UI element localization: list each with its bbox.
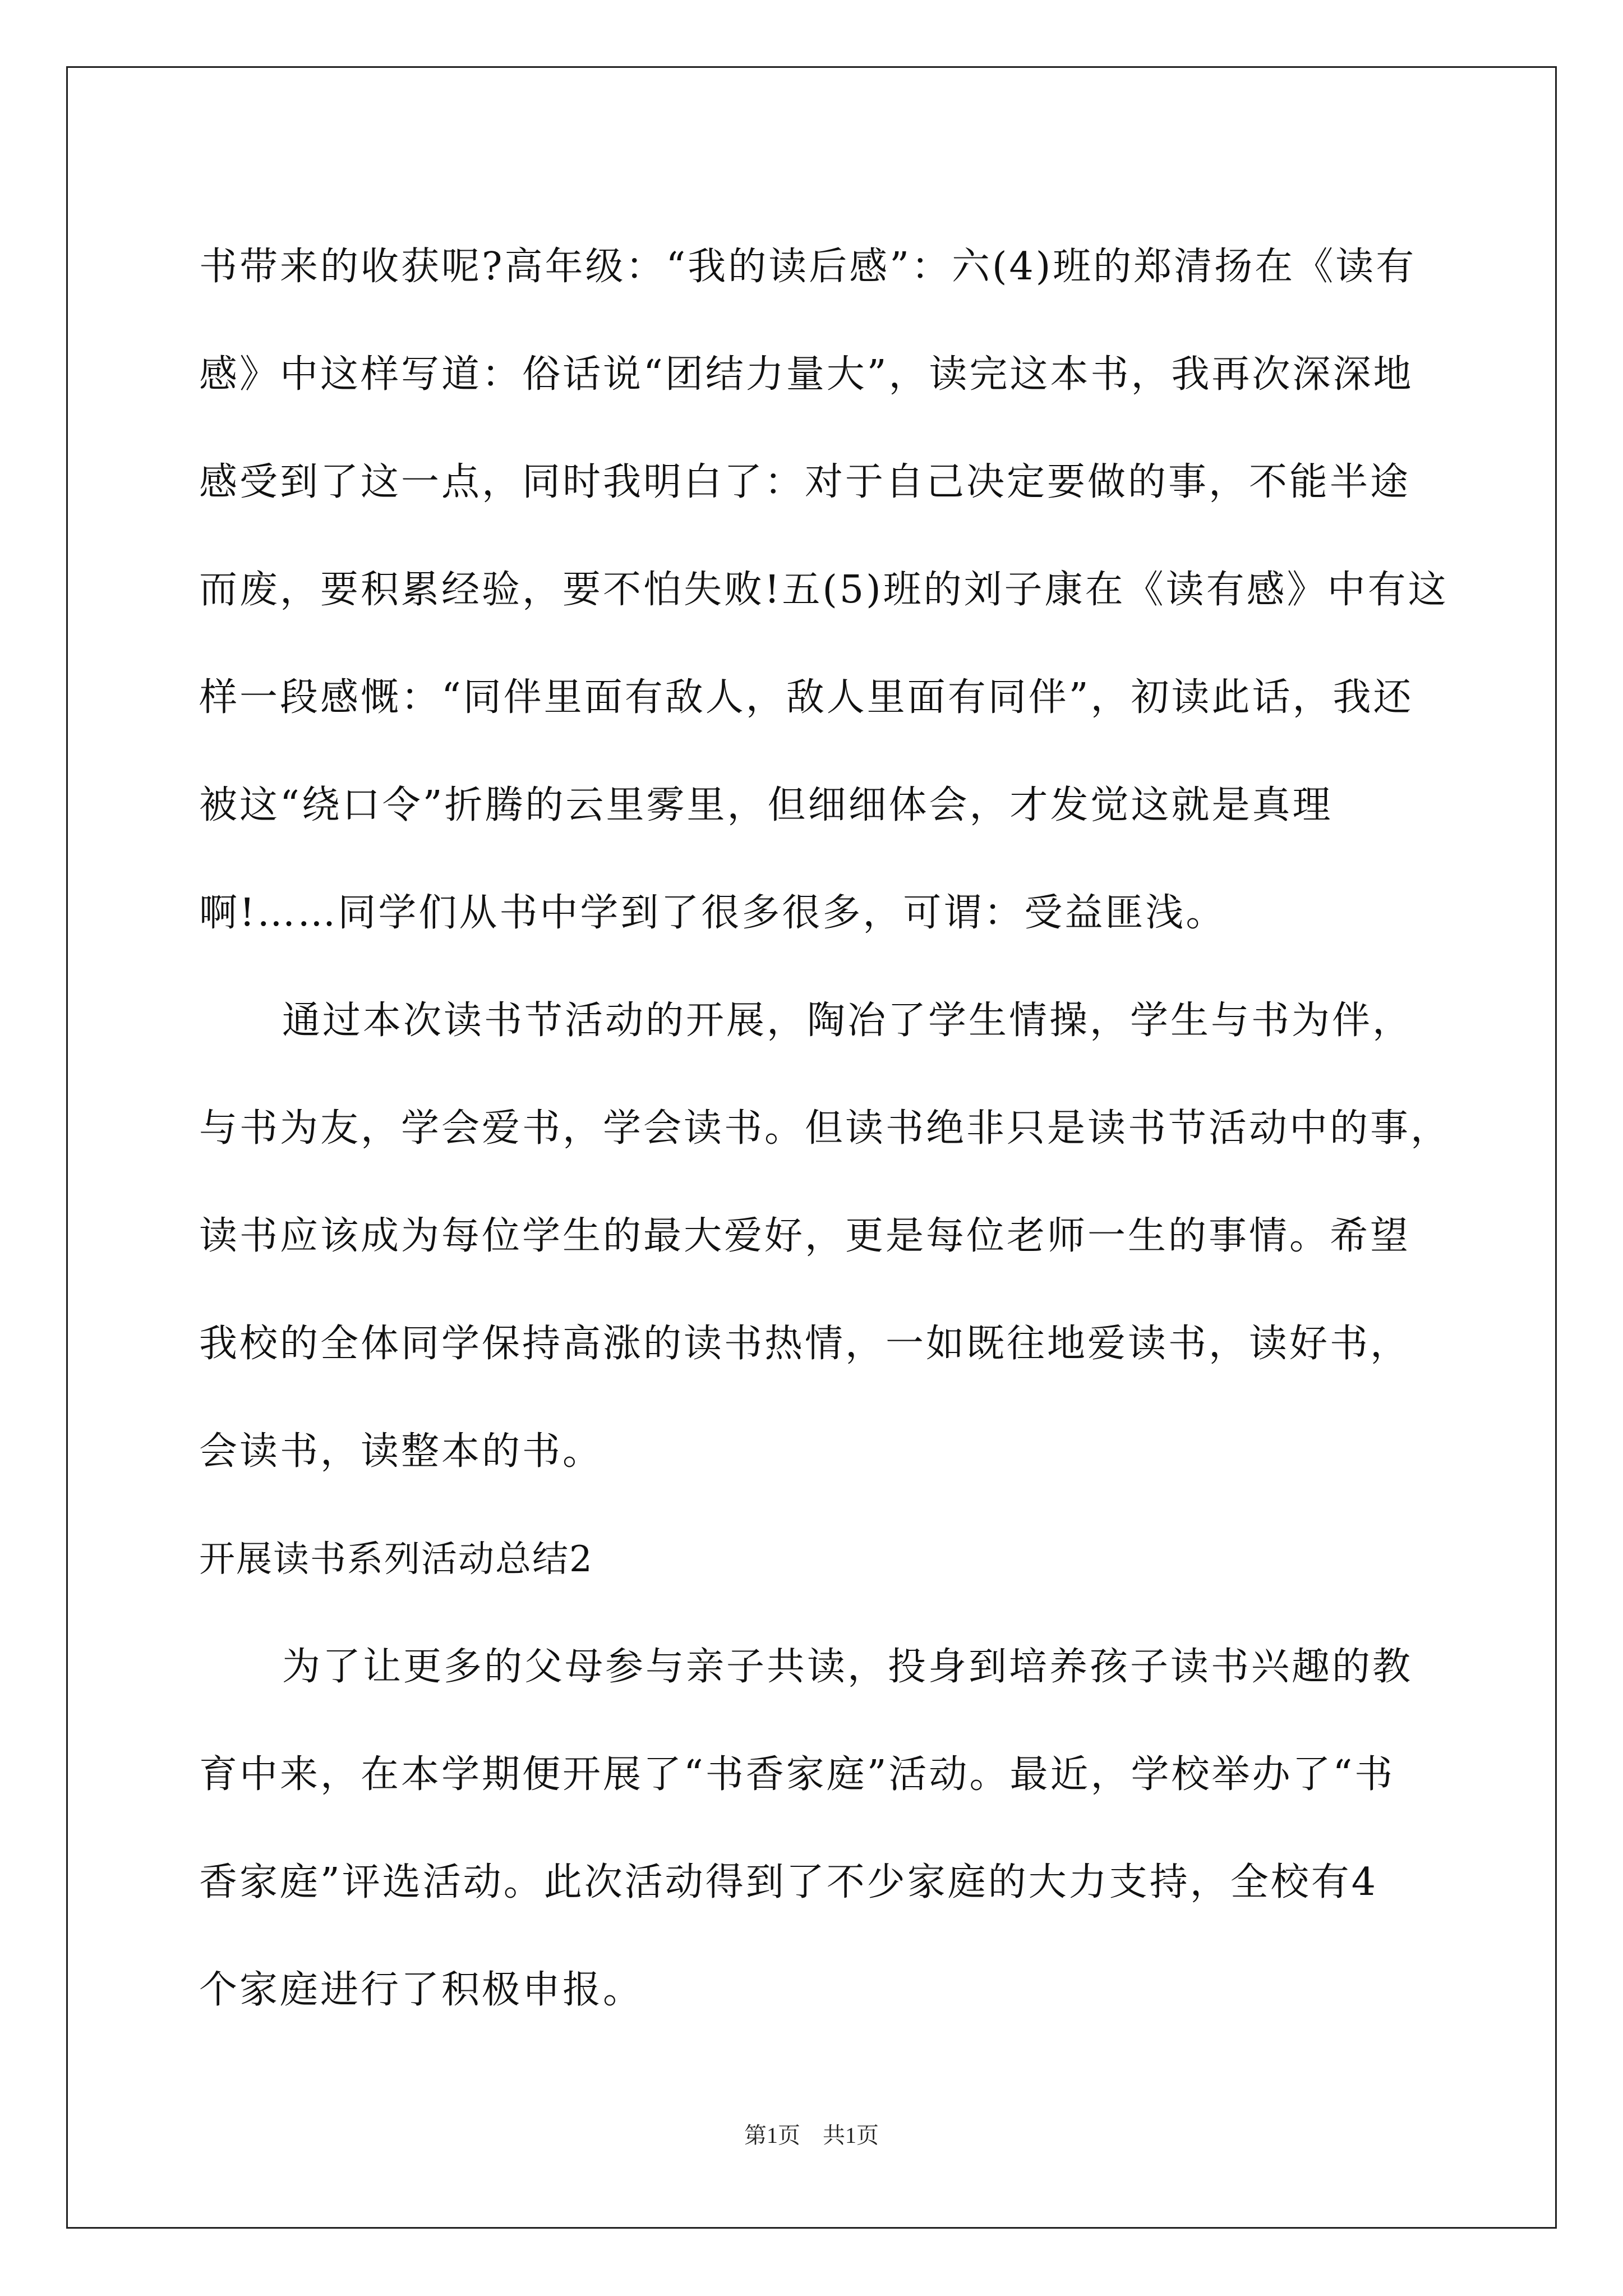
text-line: 被这“绕口令”折腾的云里雾里，但细细体会，才发觉这就是真理 (199, 783, 1333, 827)
text-line: 育中来，在本学期便开展了“书香家庭”活动。最近，学校举办了“书 (199, 1752, 1395, 1797)
section-heading: 开展读书系列活动总结2 (199, 1539, 593, 1580)
text-line: 个家庭进行了积极申报。 (199, 1968, 644, 2012)
text-line: 样一段感慨：“同伴里面有敌人，敌人里面有同伴”，初读此话，我还 (199, 675, 1414, 720)
text-line: 读书应该成为每位学生的最大爱好，更是每位老师一生的事情。希望 (199, 1214, 1411, 1258)
text-line: 感》中这样写道：俗话说“团结力量大”，读完这本书，我再次深深地 (199, 352, 1414, 397)
text-line: 书带来的收获呢?高年级：“我的读后感”：六(4)班的郑清扬在《读有 (199, 245, 1417, 289)
text-line: 会读书，读整本的书。 (199, 1429, 603, 1474)
text-line: 为了让更多的父母参与亲子共读，投身到培养孩子读书兴趣的教 (282, 1645, 1413, 1689)
paragraph-conclusion (199, 967, 1451, 1506)
text-line: 而废，要积累经验，要不怕失败!五(5)班的刘子康在《读有感》中有这 (199, 568, 1449, 612)
paragraph-continued (199, 213, 1449, 967)
paragraph-section2 (199, 1613, 1427, 2044)
text-line: 通过本次读书节活动的开展，陶冶了学生情操，学生与书为伴， (282, 999, 1413, 1043)
text-line: 啊!……同学们从书中学到了很多很多，可谓：受益匪浅。 (199, 891, 1227, 935)
text-line: 香家庭”评选活动。此次活动得到了不少家庭的大力支持，全校有4 (199, 1860, 1378, 1904)
text-line: 我校的全体同学保持高涨的读书热情，一如既往地爱读书，读好书， (199, 1322, 1411, 1366)
text-line: 感受到了这一点，同时我明白了：对于自己决定要做的事，不能半途 (199, 460, 1411, 504)
text-line: 与书为友，学会爱书，学会读书。但读书绝非只是读书节活动中的事， (199, 1106, 1451, 1151)
document-body (199, 213, 1451, 2044)
page-footer: 第1页 共1页 (744, 2123, 879, 2148)
